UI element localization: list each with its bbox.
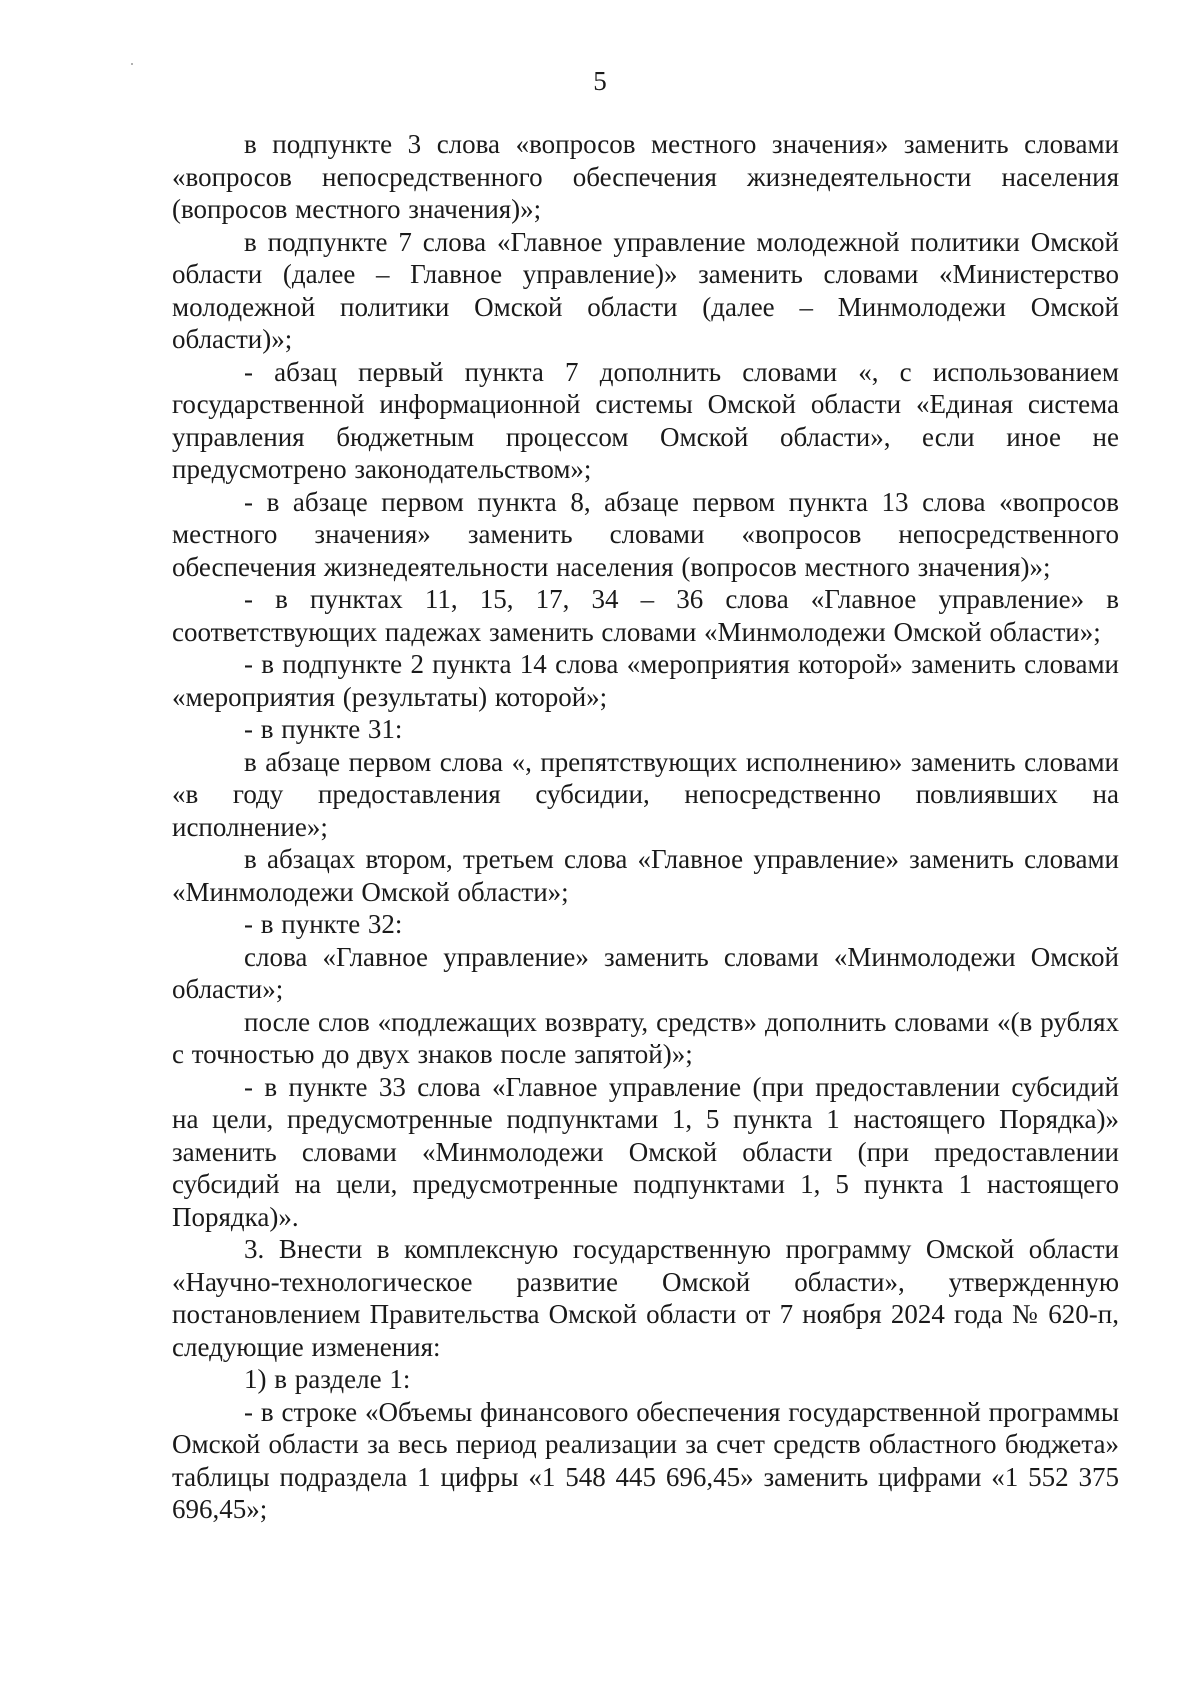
paragraph: - в абзаце первом пункта 8, абзаце первом пункта 13 слова «вопросов местного значения» заменить словами «вопросов непосредственного обеспечения жизнедеятельности населения (вопросов местного значения)»;	[172, 486, 1119, 582]
paragraph: в абзаце первом слова «, препятствующих исполнению» заменить словами «в году предоставления субсидии, непосредственно повлиявших на исполнение»;	[172, 746, 1119, 842]
paragraph: в абзацах втором, третьем слова «Главное управление» заменить словами «Минмолодежи Омской области»;	[172, 844, 1119, 907]
document-body	[172, 128, 1119, 1526]
paragraph: после слов «подлежащих возврату, средств» дополнить словами «(в рублях с точностью до двух знаков после запятой)»;	[172, 1006, 1119, 1069]
paragraph: в подпункте 3 слова «вопросов местного значения» заменить словами «вопросов непосредственного обеспечения жизнедеятельности населения (вопросов местного значения)»;	[172, 129, 1119, 224]
paragraph: - в пункте 31:	[244, 714, 403, 744]
paragraph: - в пунктах 11, 15, 17, 34 – 36 слова «Главное управление» в соответствующих падежах заменить словами «Минмолодежи Омской области»;	[172, 584, 1119, 647]
paragraph: 3. Внести в комплексную государственную программу Омской области «Научно-технологическое развитие Омской области», утвержденную постановлением Правительства Омской области от 7 ноября 2024 года № 620-п, следующие изменения:	[172, 1234, 1119, 1362]
scan-speck	[131, 63, 133, 65]
paragraph: - в пункте 33 слова «Главное управление (при предоставлении субсидий на цели, предусмотренные подпунктами 1, 5 пункта 1 настоящего Порядка)» заменить словами «Минмолодежи Омской области (при предоставлении субсидий на цели, предусмотренные подпунктами 1, 5 пункта 1 настоящего Порядка)».	[172, 1071, 1119, 1232]
paragraph: - абзац первый пункта 7 дополнить словами «, с использованием государственной информационной системы Омской области «Единая система управления бюджетным процессом Омской области», если иное не предусмотрено законодательством»;	[172, 356, 1119, 484]
paragraph: 1) в разделе 1:	[244, 1364, 411, 1394]
paragraph: в подпункте 7 слова «Главное управление молодежной политики Омской области (далее – Главное управление)» заменить словами «Министерство молодежной политики Омской области (далее – Минмолодежи Омской области)»;	[172, 226, 1119, 354]
paragraph: - в подпункте 2 пункта 14 слова «мероприятия которой» заменить словами «мероприятия (результаты) которой»;	[172, 649, 1119, 712]
page-number: 5	[593, 66, 607, 96]
paragraph: - в строке «Объемы финансового обеспечения государственной программы Омской области за весь период реализации за счет средств областного бюджета» таблицы подраздела 1 цифры «1 548 445 696,45» заменить цифрами «1 552 375 696,45»;	[172, 1396, 1119, 1524]
paragraph: слова «Главное управление» заменить словами «Минмолодежи Омской области»;	[172, 941, 1119, 1004]
paragraph: - в пункте 32:	[244, 909, 403, 939]
